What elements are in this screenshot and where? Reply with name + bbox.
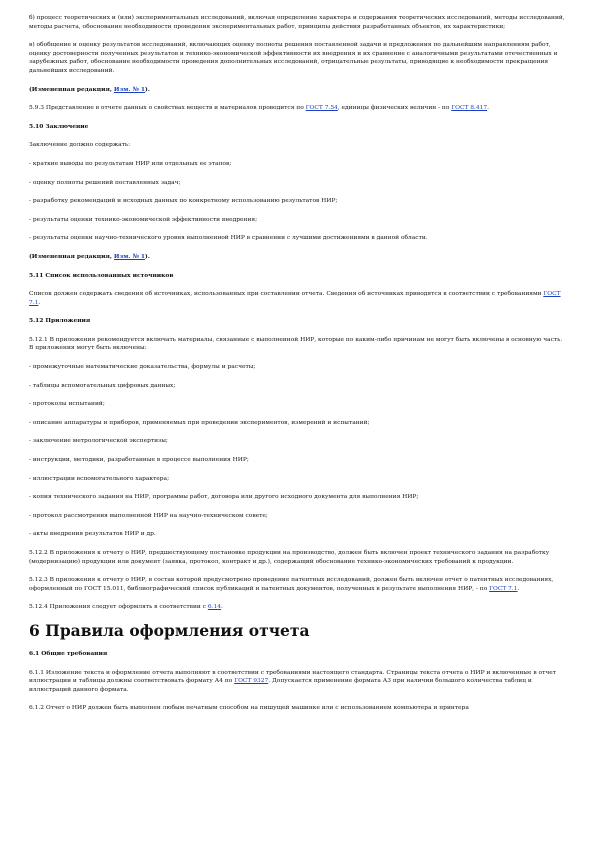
paragraph-5-12-3 (29, 576, 568, 593)
amendment-note-1 (29, 86, 568, 95)
gost-7-54-link[interactable]: ГОСТ 7.54 (305, 105, 338, 112)
paragraph-5-12-1: 5.12.1 В приложения рекомендуется включать материалы, связанные с выполненной НИР, которые по каким-либо причинам не могут быть включены в основную часть. В приложения могут быть включены: (29, 336, 563, 352)
list-item: - описание аппаратуры и приборов, применяемых при проведении экспериментов, измерений и испытаний; (29, 419, 370, 426)
gost-7-1-link[interactable]: ГОСТ 7.1 (29, 291, 561, 306)
list-item: - инструкции, методики, разработанные в процессе выполнения НИР; (29, 457, 249, 464)
list-item: - промежуточные математические доказательства, формулы и расчеты; (29, 364, 256, 371)
paragraph-text: . (517, 585, 520, 592)
paragraph-6-1-2: 6.1.2 Отчет о НИР должен быть выполнен любым печатным способом на пишущей машинке или с использованием компьютера и принтера (29, 705, 469, 712)
paragraph-text: . (487, 105, 490, 112)
section-6-14-link[interactable]: 6.14 (207, 604, 221, 611)
paragraph-text: . (220, 604, 223, 611)
amendment-close: ). (145, 252, 150, 260)
paragraph-text: , единицы физических величин - по (337, 105, 452, 112)
conclusion-intro: Заключение должно содержать: (29, 142, 131, 149)
gost-8-417-link[interactable]: ГОСТ 8.417 (451, 105, 488, 112)
paragraph-text: 5.12.3 В приложения к отчету о НИР, в состав которой предусмотрено проведение патентных исследований, должен быть включен отчет о патентных исследованиях, оформленный по ГОСТ 15.011, библиографический список публикаций и патентных документов, полученных в результате выполнения НИР, - по (29, 577, 554, 592)
gost-9327-link[interactable]: ГОСТ 9327 (234, 678, 269, 685)
list-item: - протоколы испытаний; (29, 401, 105, 408)
list-item: - протокол рассмотрения выполненной НИР на научно-техническом совете; (29, 512, 268, 519)
paragraph-text: . Допускается применение формата А3 при наличии большого количества таблиц и иллюстраций данного формата. (29, 678, 532, 693)
section-heading-6-1: 6.1 Общие требования (29, 649, 108, 657)
amendment-close: ). (145, 85, 150, 93)
list-item: - акты внедрения результатов НИР и др. (29, 531, 156, 538)
paragraph-sources (29, 290, 568, 307)
chapter-heading-6: 6 Правила оформления отчета (29, 620, 310, 640)
paragraph-text: 5.9.3 Представление в отчете данных о свойствах веществ и материалов проводится по (29, 105, 306, 112)
amendment-link[interactable]: Изм. № 1 (113, 85, 146, 93)
paragraph-text: Список должен содержать сведения об источниках, использованных при составлении отчета. Сведения об источниках приводятся в соответствии с требованиями (29, 291, 544, 298)
amendment-text: (Измененная редакция, (29, 85, 114, 93)
paragraph-5-12-2: 5.12.2 В приложения к отчету о НИР, предшествующему постановке продукции на производство, должен быть включен проект технического задания на разработку (модернизацию) продукции или документ (заявка, протокол, контракт и др.), содержащий обоснование технико-экономических требований к продукции. (29, 550, 550, 565)
amendment-note-2 (29, 253, 568, 262)
section-heading-5-10: 5.10 Заключение (29, 122, 89, 130)
paragraph-6-1-1 (29, 669, 568, 695)
list-item: - копия технического задания на НИР, программы работ, договора или другого исходного документа для выполнения НИР; (29, 494, 419, 501)
list-item: - результаты оценки технико-экономической эффективности внедрения; (29, 216, 258, 223)
list-item: - результаты оценки научно-технического уровня выполненной НИР в сравнении с лучшими достижениями в данной области. (29, 235, 428, 242)
amendment-link[interactable]: Изм. № 1 (113, 252, 146, 260)
section-heading-5-11: 5.11 Список использованных источников (29, 271, 174, 279)
paragraph-text: 5.12.4 Приложения следует оформлять в соответствии с (29, 604, 208, 611)
list-item: - краткие выводы по результатам НИР или отдельных ее этапов; (29, 160, 232, 167)
gost-7-1-link[interactable]: ГОСТ 7.1 (489, 585, 518, 592)
paragraph-text: . (38, 299, 41, 306)
paragraph-5-9-3 (29, 104, 568, 113)
list-item: - иллюстрации вспомогательного характера; (29, 475, 170, 482)
paragraph-b-theoretical: б) процесс теоретических и (или) экспериментальных исследований, включая определение характера и содержания теоретических исследований, методы исследований, методы расчета, обоснование необходимости проведения экспериментальных работ, принципы действия разработанных объектов, их характеристики; (29, 15, 565, 30)
paragraph-5-12-4 (29, 603, 568, 612)
paragraph-v-summary: в) обобщение и оценку результатов исследований, включающих оценку полноты решения поставленной задачи и предложения по дальнейшим направлениям работ, оценку достоверности полученных результатов и технико-экономической эффективности их внедрения и их сравнение с аналогичными результатами отечественных и зарубежных работ, обоснование необходимости проведения дополнительных исследований, отрицательные результаты, приводящие к необходимости прекращения дальнейших исследований. (29, 42, 558, 74)
document-page (29, 14, 568, 723)
list-item: - таблицы вспомогательных цифровых данных; (29, 382, 176, 389)
list-item: - оценку полноты решений поставленных задач; (29, 179, 181, 186)
amendment-text: (Измененная редакция, (29, 252, 114, 260)
paragraph-text: 6.1.1 Изложение текста и оформление отчета выполняют в соответствии с требованиями настоящего стандарта. Страницы текста отчета о НИР и включенные в отчет иллюстрации и таблицы должны соответствовать формату А4 по (29, 669, 556, 685)
section-heading-5-12: 5.12 Приложения (29, 317, 91, 325)
list-item: - заключение метрологической экспертизы; (29, 438, 168, 445)
list-item: - разработку рекомендаций и исходных данных по конкретному использованию результатов НИР; (29, 198, 338, 205)
